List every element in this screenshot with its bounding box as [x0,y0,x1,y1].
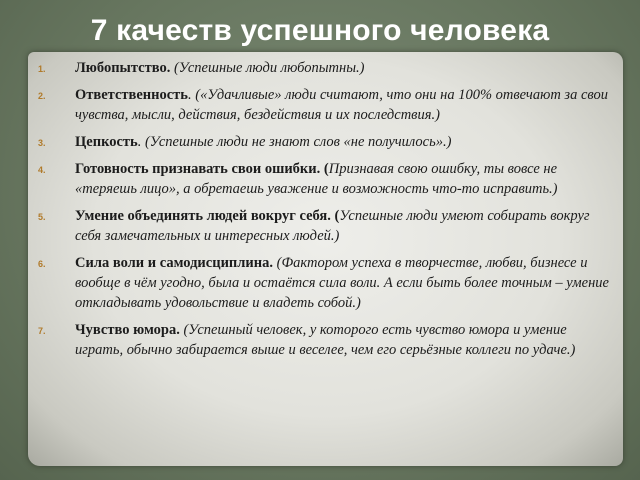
item-description: (Успешные люди любопытны.) [170,60,365,76]
slide-title: 7 качеств успешного человека [90,14,550,47]
item-number: 3. [38,138,46,148]
item-number: 1. [38,64,46,74]
item-term: Сила воли и самодисциплина. [75,255,274,271]
qualities-list [38,58,618,367]
item-term: Цепкость [75,134,138,150]
item-description: . (Успешные люди не знают слов «не получилось».) [137,134,452,150]
item-term: Умение объединять людей вокруг себя. ( [75,208,340,224]
item-number: 4. [38,165,46,175]
item-description: (Фактором успеха в творчестве, любви, бизнесе и вообще в чём угодно, была и остаётся сила воли. А если быть более точным – умение откладывать удовольствие и владеть собой.) [75,255,609,311]
item-number: 5. [38,212,46,222]
item-number: 6. [38,259,46,269]
item-description: . («Удачливые» люди считают, что они на 100% отвечают за свои чувства, мысли, действия, бездействия и их последствия.) [75,87,608,123]
item-description: Признавая свою ошибку, ты вовсе не «теряешь лицо», а обретаешь уважение и возможность что-то исправить.) [75,161,558,197]
list-item [38,85,618,125]
list-item [38,253,618,313]
item-description: (Успешный человек, у которого есть чувство юмора и умение играть, обычно забирается выше и веселее, чем его серьёзные коллеги по удаче.) [75,322,576,358]
list-item [38,132,618,152]
item-description: Успешные люди умеют собирать вокруг себя замечательных и интересных людей.) [75,208,590,244]
item-term: Чувство юмора. [75,322,180,338]
item-term: Ответственность [75,87,188,103]
list-item [38,206,618,246]
paper-panel [28,52,623,466]
item-term: Любопытство. [75,60,171,76]
item-number: 2. [38,91,46,101]
item-term: Готовность признавать свои ошибки. ( [75,161,329,177]
list-item [38,159,618,199]
list-item [38,320,618,360]
list-item [38,58,618,78]
item-number: 7. [38,326,46,336]
